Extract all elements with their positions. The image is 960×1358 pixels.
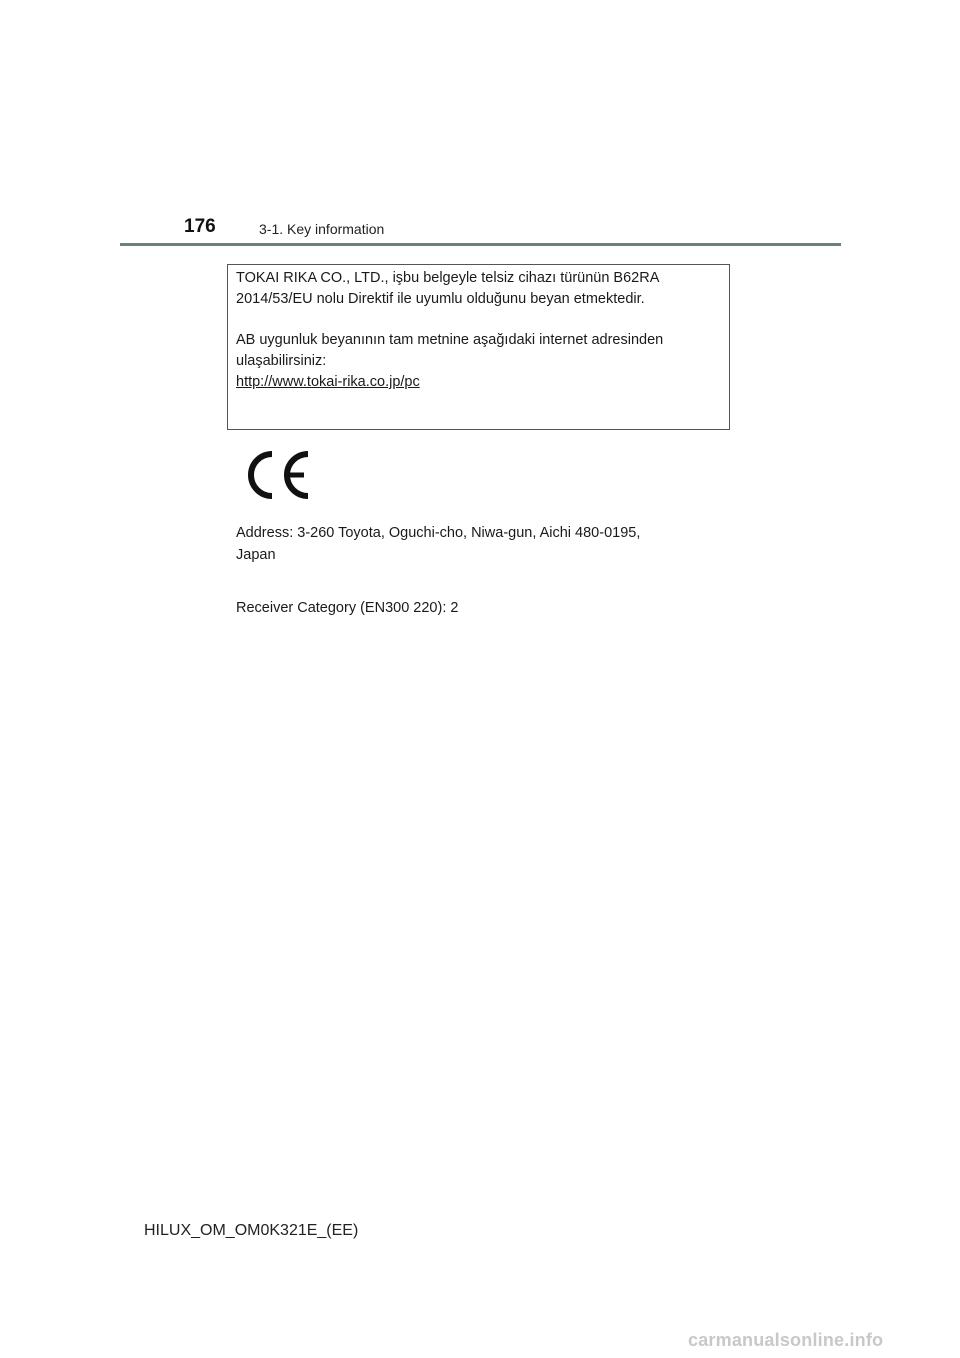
address-line: Japan	[236, 547, 276, 563]
declaration-box	[227, 264, 730, 430]
declaration-line: ulaşabilirsiniz:	[236, 353, 327, 369]
address-line: Address: 3-260 Toyota, Oguchi-cho, Niwa-gun, Aichi 480-0195,	[236, 525, 641, 541]
declaration-line: TOKAI RIKA CO., LTD., işbu belgeyle telsiz cihazı türünün B62RA	[236, 270, 660, 286]
spacer	[236, 310, 721, 330]
document-code: HILUX_OM_OM0K321E_(EE)	[144, 1222, 359, 1239]
header-rule	[120, 243, 841, 246]
declaration-line: AB uygunluk beyanının tam metnine aşağıdaki internet adresinden	[236, 332, 664, 348]
section-title: 3-1. Key information	[259, 221, 385, 237]
ce-mark-icon	[244, 450, 312, 500]
receiver-category: Receiver Category (EN300 220): 2	[236, 600, 459, 616]
manufacturer-address	[236, 522, 706, 566]
page-number: 176	[184, 216, 216, 237]
declaration-line: 2014/53/EU nolu Direktif ile uyumlu olduğunu beyan etmektedir.	[236, 291, 645, 307]
declaration-link[interactable]: http://www.tokai-rika.co.jp/pc	[236, 374, 420, 390]
site-watermark: carmanualsonline.info	[688, 1330, 884, 1350]
